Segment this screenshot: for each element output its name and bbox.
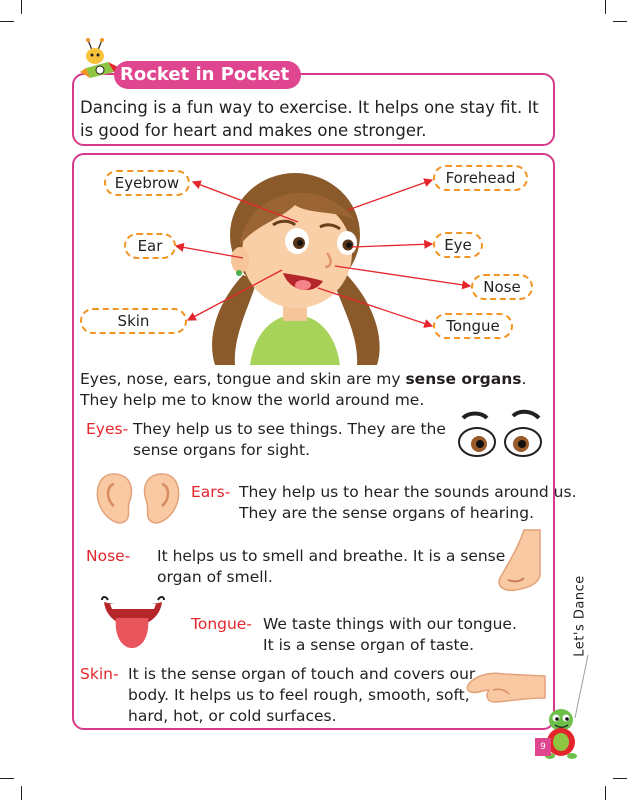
label-ear: Ear — [124, 233, 176, 259]
nose-title: Nose- — [86, 547, 131, 565]
label-eye: Eye — [433, 232, 483, 258]
eyes-title: Eyes- — [86, 420, 129, 438]
nose-text: It helps us to smell and breathe. It is a sense organ of smell. — [157, 547, 506, 586]
label-skin: Skin — [80, 308, 187, 334]
tongue-text: We taste things with our tongue. It is a sense organ of taste. — [263, 615, 517, 654]
tongue-title: Tongue- — [191, 615, 252, 633]
ears-text: They help us to hear the sounds around us. They are the sense organs of hearing. — [239, 483, 577, 522]
eyes-text: They help us to see things. They are the sense organs for sight. — [133, 420, 446, 459]
side-chapter-title: Let's Dance — [572, 575, 588, 657]
label-forehead: Forehead — [433, 165, 528, 191]
label-tongue: Tongue — [433, 313, 513, 339]
label-eyebrow: Eyebrow — [104, 170, 190, 196]
ears-title: Ears- — [191, 483, 231, 501]
rocket-in-pocket-title: Rocket in Pocket — [114, 61, 301, 89]
label-nose: Nose — [471, 274, 533, 300]
skin-title: Skin- — [80, 665, 119, 683]
page-number: 9 — [535, 738, 551, 756]
intro-text: Eyes, nose, ears, tongue and skin are my sense organs. They help me to know the world around me. — [80, 370, 527, 409]
skin-text: It is the sense organ of touch and covers our body. It helps us to feel rough, smooth, soft, hard, hot, or cold surfaces. — [128, 665, 476, 725]
rocket-in-pocket-text: Dancing is a fun way to exercise. It helps one stay fit. It is good for heart and makes one stronger. — [80, 98, 539, 140]
